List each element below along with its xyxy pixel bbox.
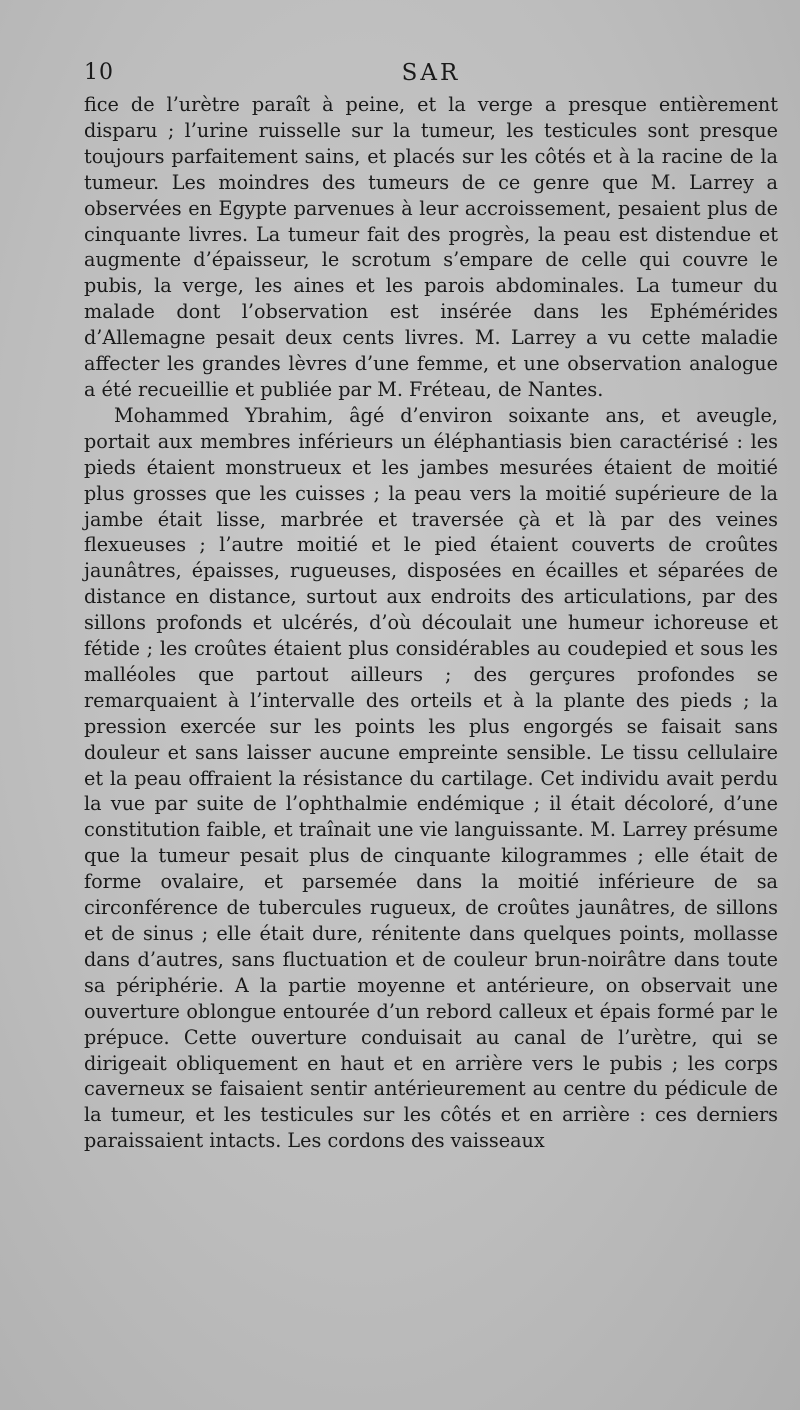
- paragraph-case-report: Mohammed Ybrahim, âgé d’environ soixante ans, et aveugle, portait aux membres inférieurs un éléphantiasis bien caractérisé : les pieds étaient monstrueux et les jambes mesurées étaient de moitié plus grosses que les cuisses ; la peau vers la moitié supérieure de la jambe était lisse, marbrée et traversée çà et là par des veines flexueuses ; l’autre moitié et le pied étaient couverts de croûtes jaunâtres, épaisses, rugueuses, disposées en écailles et séparées de distance en distance, surtout aux endroits des articulations, par des sillons profonds et ulcérés, d’où découlait une humeur ichoreuse et fétide ; les croûtes étaient plus considérables au coudepied et sous les malléoles que partout ailleurs ; des gerçures profondes se remarquaient à l’intervalle des orteils et à la plante des pieds ; la pression exercée sur les points les plus engorgés se faisait sans douleur et sans laisser aucune empreinte sensible. Le tissu cellulaire et la peau offraient la résistance du cartilage. Cet individu avait perdu la vue par suite de l’ophthalmie endémique ; il était décoloré, d’une constitution faible, et traînait une vie languissante. M. Larrey présume que la tumeur pesait plus de cinquante kilogrammes ; elle était de forme ovalaire, et parsemée dans la moitié inférieure de sa circonférence de tubercules rugueux, de croûtes jaunâtres, de sillons et de sinus ; elle était dure, rénitente dans quelques points, mollasse dans d’autres, sans fluctuation et de couleur brun-noirâtre dans toute sa périphérie. A la partie moyenne et antérieure, on observait une ouverture oblongue entourée d’un rebord calleux et épais formé par le prépuce. Cette ouverture conduisait au canal de l’urètre, qui se dirigeait obliquement en haut et en arrière vers le pubis ; les corps caverneux se faisaient sentir antérieurement au centre du pédicule de la tumeur, et les testicules sur les côtés et en arrière : ces derniers paraissaient intacts. Les cordons des vaisseaux: [84, 403, 778, 1153]
- running-head: SAR: [401, 60, 461, 86]
- paragraph-continuation: fice de l’urètre paraît à peine, et la verge a presque entièrement disparu ; l’urine ruisselle sur la tumeur, les testicules sont presque toujours parfaitement sains, et placés sur les côtés et à la racine de la tumeur. Les moindres des tumeurs de ce genre que M. Larrey a observées en Egypte parvenues à leur accroissement, pesaient plus de cinquante livres. La tumeur fait des progrès, la peau est distendue et augmente d’épaisseur, le scrotum s’empare de celle qui couvre le pubis, la verge, les aines et les parois abdominales. La tumeur du malade dont l’observation est insérée dans les Ephémérides d’Allemagne pesait deux cents livres. M. Larrey a vu cette maladie affecter les grandes lèvres d’une femme, et une observation analogue a été recueillie et publiée par M. Fréteau, de Nantes.: [84, 93, 778, 401]
- page-number: 10: [84, 60, 114, 85]
- body-text: [84, 92, 778, 1154]
- page-header: [84, 60, 778, 90]
